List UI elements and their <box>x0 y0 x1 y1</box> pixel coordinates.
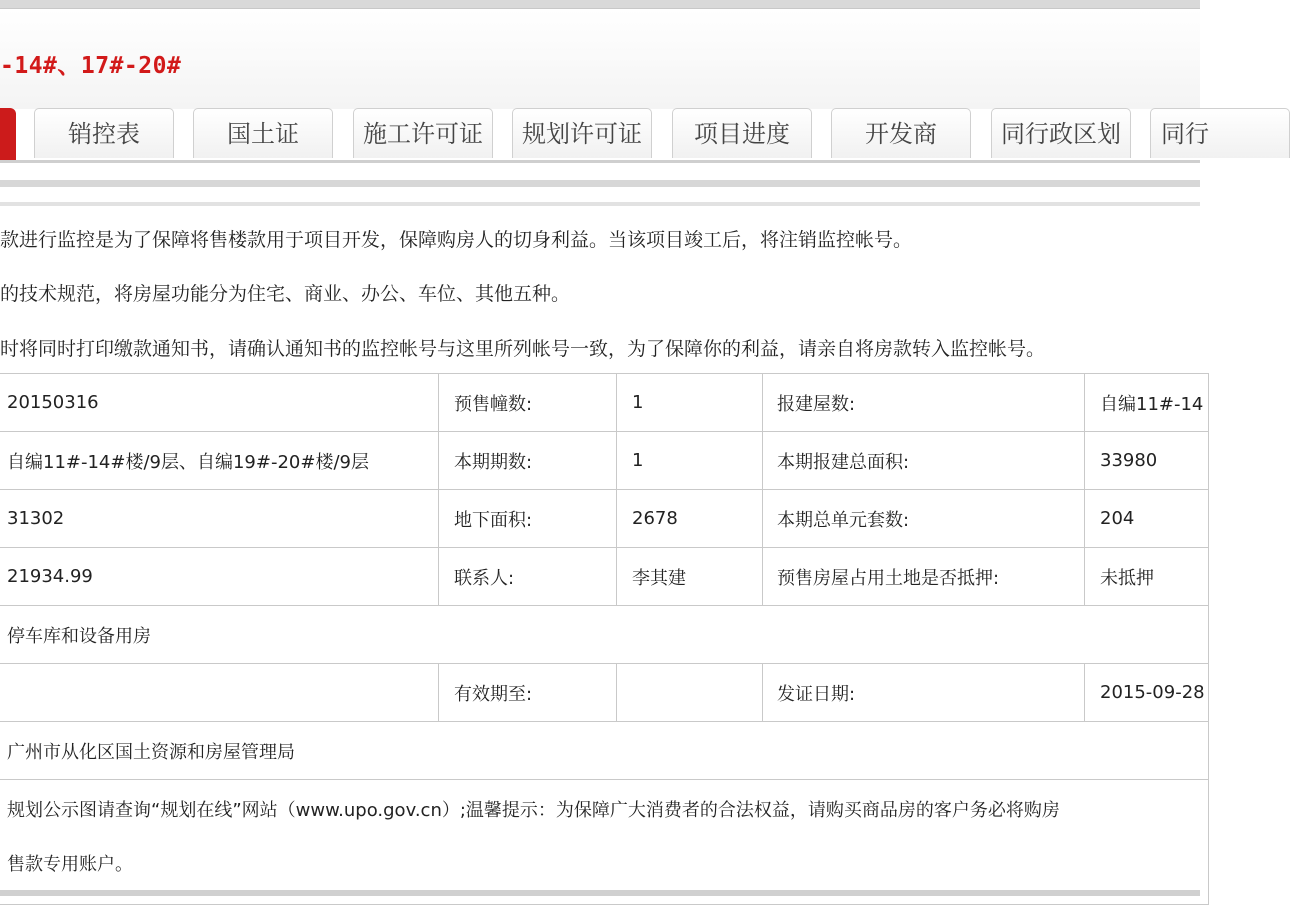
table-cell: 未抵押 <box>1085 548 1209 606</box>
tab-same-more[interactable]: 同行 <box>1150 108 1290 158</box>
table-label: 报建屋数: <box>763 374 1085 432</box>
table-cell: 李其建 <box>617 548 763 606</box>
top-border <box>0 0 1200 9</box>
table-row <box>0 490 1209 548</box>
table-label: 发证日期: <box>763 664 1085 722</box>
table-cell <box>617 664 763 722</box>
remark-text: 售款专用账户。 <box>7 854 133 875</box>
tab-construction-permit[interactable]: 施工许可证 <box>353 108 493 158</box>
project-info-table <box>0 373 1209 905</box>
table-label: 有效期至: <box>439 664 617 722</box>
table-label: 本期报建总面积: <box>763 432 1085 490</box>
table-cell: 33980 <box>1085 432 1209 490</box>
notice-text: 款进行监控是为了保障将售楼款用于项目开发，保障购房人的切身利益。当该项目竣工后，将注销监控帐号。 <box>0 229 913 251</box>
page-title: -14#、17#-20# <box>0 53 182 79</box>
remark-cell <box>0 780 1209 905</box>
table-cell: 自编11#-14#楼/9层、自编19#-20#楼/9层 <box>0 432 439 490</box>
table-label: 本期期数: <box>439 432 617 490</box>
table-cell: 1 <box>617 432 763 490</box>
table-label: 地下面积: <box>439 490 617 548</box>
table-cell: 2678 <box>617 490 763 548</box>
divider <box>0 180 1200 187</box>
tab-planning-permit[interactable]: 规划许可证 <box>512 108 652 158</box>
usage-cell: 停车库和设备用房 <box>0 606 1209 664</box>
remark-text: 规划公示图请查询“规划在线”网站（www.upo.gov.cn）;温馨提示：为保障广大消费者的合法权益，请购买商品房的客户务必将购房 <box>7 800 1060 821</box>
tab-project-progress[interactable]: 项目进度 <box>672 108 812 158</box>
notice-text: 的技术规范，将房屋功能分为住宅、商业、办公、车位、其他五种。 <box>0 283 571 305</box>
table-cell <box>0 664 439 722</box>
tab-developer[interactable]: 开发商 <box>831 108 971 158</box>
table-cell: 自编11#-14 <box>1085 374 1209 432</box>
table-label: 预售幢数: <box>439 374 617 432</box>
authority-cell: 广州市从化区国土资源和房屋管理局 <box>0 722 1209 780</box>
tab-active-indicator[interactable] <box>0 108 16 160</box>
table-row <box>0 374 1209 432</box>
table-cell: 20150316 <box>0 374 439 432</box>
table-row <box>0 664 1209 722</box>
table-label: 本期总单元套数: <box>763 490 1085 548</box>
table-row <box>0 606 1209 664</box>
table-label: 联系人: <box>439 548 617 606</box>
table-cell: 204 <box>1085 490 1209 548</box>
table-row <box>0 722 1209 780</box>
table-row <box>0 432 1209 490</box>
table-cell: 31302 <box>0 490 439 548</box>
divider <box>0 160 1200 163</box>
bottom-border <box>0 890 1200 896</box>
table-label: 预售房屋占用土地是否抵押: <box>763 548 1085 606</box>
table-cell: 21934.99 <box>0 548 439 606</box>
table-row <box>0 780 1209 905</box>
notice-text: 时将同时打印缴款通知书，请确认通知书的监控帐号与这里所列帐号一致，为了保障你的利益，请亲自将房款转入监控帐号。 <box>0 338 1046 360</box>
table-cell: 1 <box>617 374 763 432</box>
table-cell: 2015-09-28 <box>1085 664 1209 722</box>
tab-bar <box>0 106 1209 161</box>
tab-land-certificate[interactable]: 国土证 <box>193 108 333 158</box>
table-row <box>0 548 1209 606</box>
tab-same-district[interactable]: 同行政区划 <box>991 108 1131 158</box>
tab-sales-control[interactable]: 销控表 <box>34 108 174 158</box>
divider <box>0 202 1200 206</box>
